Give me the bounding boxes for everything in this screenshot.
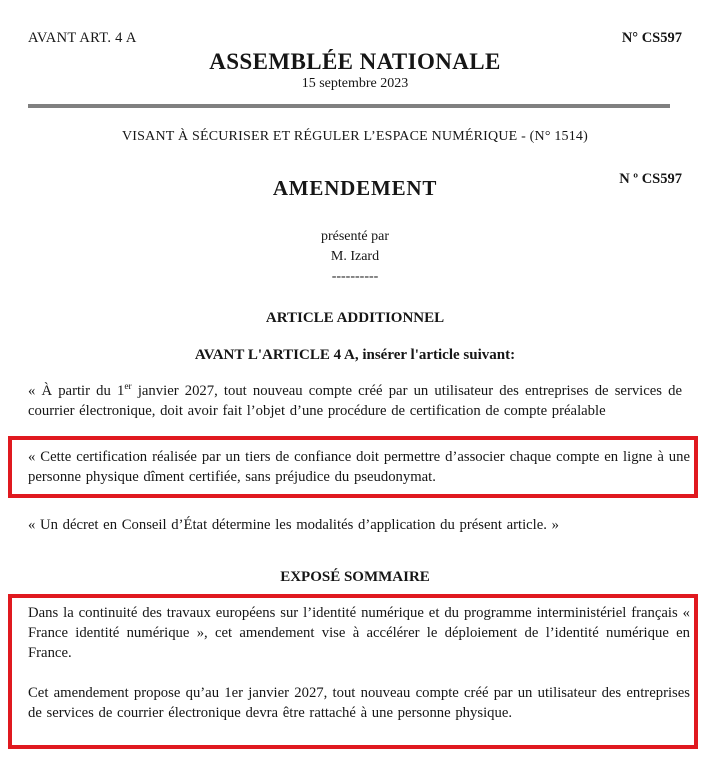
amendment-number-top: N° CS597: [621, 30, 682, 46]
document-header: [28, 30, 682, 47]
highlighted-paragraph-box-1: [8, 436, 698, 498]
expose-paragraph-2: Cet amendement propose qu’au 1er janvier 2027, tout nouveau compte créé par un utilisateur des entreprises de services de courrier électronique devra être rattaché à une personne physique.: [28, 685, 690, 721]
horizontal-divider: [28, 104, 670, 108]
highlighted-paragraph-box-2: [8, 594, 698, 749]
section-article-additionnel: ARTICLE ADDITIONNEL: [265, 310, 445, 326]
presented-by-block: [28, 227, 682, 287]
amendment-heading: AMENDEMENT: [272, 176, 438, 200]
article-paragraph-2: « Cette certification réalisée par un tiers de confiance doit permettre d’associer chaque compte en ligne à une personne physique dîment certifiée, sans préjudice du pseudonymat.: [28, 449, 690, 485]
amendment-number-side: N º CS597: [619, 171, 682, 187]
amendment-heading-row: [28, 171, 682, 202]
article-reference: AVANT ART. 4 A: [28, 30, 137, 46]
presented-by-label: présenté par: [320, 229, 390, 244]
paragraph-1-prefix: « À partir du 1: [28, 383, 125, 399]
document-date: 15 septembre 2023: [301, 76, 409, 91]
article-paragraph-3: « Un décret en Conseil d’État détermine les modalités d’application du présent article. »: [28, 517, 559, 533]
article-paragraph-1: [28, 381, 682, 421]
insertion-instruction: AVANT L'ARTICLE 4 A, insérer l'article suivant:: [194, 347, 516, 363]
bill-title: VISANT À SÉCURISER ET RÉGULER L’ESPACE NUMÉRIQUE - (N° 1514): [121, 129, 588, 144]
expose-sommaire-heading: EXPOSÉ SOMMAIRE: [280, 569, 430, 585]
assembly-title: ASSEMBLÉE NATIONALE: [209, 49, 501, 74]
ordinal-superscript: er: [124, 382, 132, 393]
dash-separator: ----------: [331, 269, 379, 284]
author-name: M. Izard: [330, 249, 380, 264]
expose-paragraph-1: Dans la continuité des travaux européens sur l’identité numérique et du programme interministériel français « France identité numérique », cet amendement vise à accélérer le déploiement de l’identité numérique en France.: [28, 605, 690, 661]
paragraph-1-rest: janvier 2027, tout nouveau compte créé par un utilisateur des entreprises de services de courrier électronique, doit avoir fait l’objet d’une procédure de certification de compte préalable: [28, 383, 683, 419]
